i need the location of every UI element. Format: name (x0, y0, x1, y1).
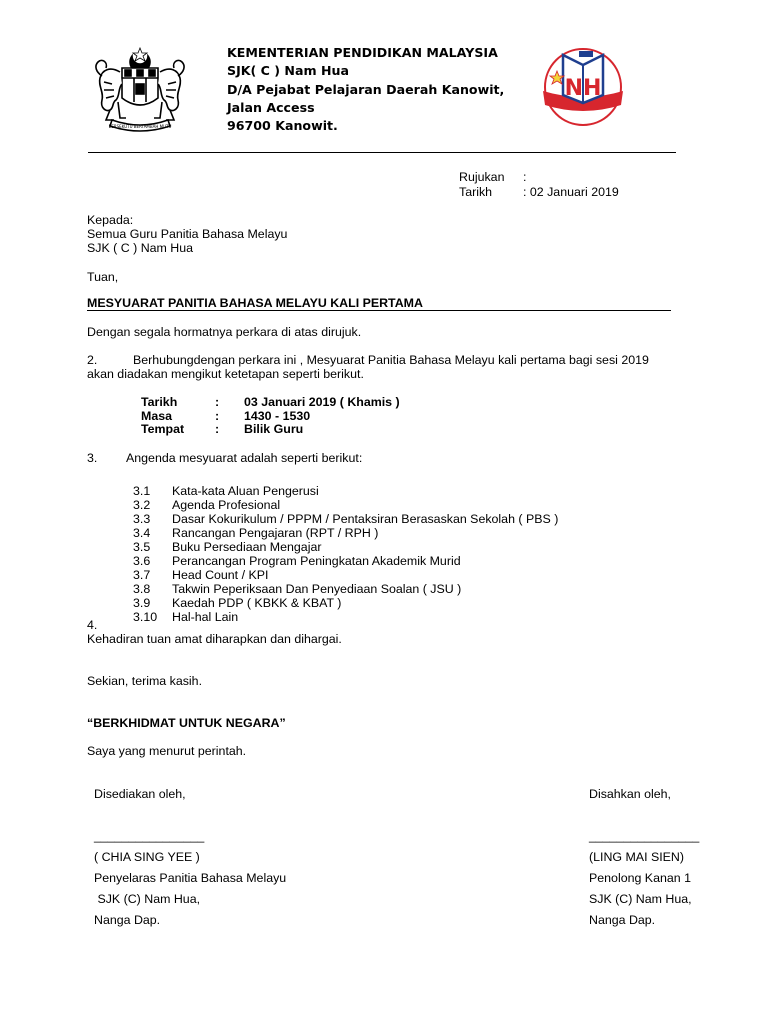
meeting-sep: : (215, 409, 220, 423)
approved-by-name: (LING MAI SIEN) (589, 850, 685, 864)
recipient-label: Kepada: (87, 213, 134, 227)
agenda-text: Rancangan Pengajaran (RPT / RPH ) (172, 526, 379, 540)
subject-underline (87, 310, 671, 311)
agenda-text: Agenda Profesional (172, 498, 281, 512)
svg-text:BERSEKUTU BERTAMBAH MUTU: BERSEKUTU BERTAMBAH MUTU (108, 124, 172, 129)
agenda-text: Buku Persediaan Mengajar (172, 540, 322, 554)
prepared-by-title: Penyelaras Panitia Bahasa Melayu (94, 871, 287, 885)
prepared-by-signature-line: ________________ (94, 829, 205, 843)
coat-of-arms-logo (92, 46, 188, 134)
agenda-num: 3.4 (133, 526, 151, 540)
meeting-label: Tarikh (141, 395, 178, 409)
address-line-1: D/A Pejabat Pelajaran Daerah Kanowit, (227, 82, 505, 97)
agenda-text: Kata-kata Aluan Pengerusi (172, 484, 319, 498)
paragraph-2-line-1: Berhubungdengan perkara ini , Mesyuarat Panitia Bahasa Melayu kali pertama bagi sesi 2019 (133, 353, 649, 367)
header-divider (88, 152, 676, 153)
agenda-text: Head Count / KPI (172, 568, 269, 582)
subject-heading: MESYUARAT PANITIA BAHASA MELAYU KALI PERTAMA (87, 296, 423, 310)
approved-by-signature-line: ________________ (589, 829, 700, 843)
rujukan-value: : (523, 170, 527, 184)
agenda-num: 3.6 (133, 554, 151, 568)
meeting-value: 03 Januari 2019 ( Khamis ) (244, 395, 400, 409)
approved-by-org: SJK (C) Nam Hua, (589, 892, 692, 906)
tarikh-value: : 02 Januari 2019 (523, 185, 619, 199)
meeting-value: 1430 - 1530 (244, 409, 311, 423)
salutation: Tuan, (87, 270, 119, 284)
paragraph-2-number: 2. (87, 353, 98, 367)
agenda-num: 3.10 (133, 610, 158, 624)
tarikh-label: Tarikh (459, 185, 493, 199)
recipient-line-1: Semua Guru Panitia Bahasa Melayu (87, 227, 288, 241)
meeting-value: Bilik Guru (244, 422, 304, 436)
rujukan-label: Rujukan (459, 170, 505, 184)
agenda-num: 3.8 (133, 582, 151, 596)
meeting-label: Masa (141, 409, 172, 423)
obedient-text: Saya yang menurut perintah. (87, 744, 247, 758)
address-line-2: Jalan Access (227, 100, 315, 115)
meeting-sep: : (215, 422, 220, 436)
paragraph-3-text: Angenda mesyuarat adalah seperti berikut: (126, 451, 363, 465)
meeting-sep: : (215, 395, 220, 409)
prepared-by-label: Disediakan oleh, (94, 787, 186, 801)
agenda-text: Dasar Kokurikulum / PPPM / Pentaksiran Berasaskan Sekolah ( PBS ) (172, 512, 559, 526)
closing-text: Sekian, terima kasih. (87, 674, 203, 688)
agenda-text: Kaedah PDP ( KBKK & KBAT ) (172, 596, 342, 610)
agenda-num: 3.1 (133, 484, 151, 498)
prepared-by-org: SJK (C) Nam Hua, (94, 892, 201, 906)
agenda-text: Takwin Peperiksaan Dan Penyediaan Soalan ( JSU ) (172, 582, 462, 596)
approved-by-label: Disahkan oleh, (589, 787, 671, 801)
prepared-by-name: ( CHIA SING YEE ) (94, 850, 200, 864)
agenda-num: 3.7 (133, 568, 151, 582)
agenda-text: Perancangan Program Peningkatan Akademik Murid (172, 554, 461, 568)
school-logo (535, 45, 631, 129)
paragraph-4-text: Kehadiran tuan amat diharapkan dan dihargai. (87, 632, 342, 646)
motto: “BERKHIDMAT UNTUK NEGARA” (87, 716, 286, 730)
paragraph-2-line-2: akan diadakan mengikut ketetapan seperti berikut. (87, 367, 364, 381)
approved-by-place: Nanga Dap. (589, 913, 656, 927)
prepared-by-place: Nanga Dap. (94, 913, 161, 927)
school-logo-letters: NH (564, 76, 602, 101)
paragraph-1: Dengan segala hormatnya perkara di atas dirujuk. (87, 325, 362, 339)
paragraph-3-number: 3. (87, 451, 98, 465)
approved-by-title: Penolong Kanan 1 (589, 871, 691, 885)
agenda-num: 3.9 (133, 596, 151, 610)
address-line-3: 96700 Kanowit. (227, 118, 338, 133)
agenda-num: 3.2 (133, 498, 151, 512)
agenda-num: 3.3 (133, 512, 151, 526)
agenda-num: 3.5 (133, 540, 151, 554)
ministry-name: KEMENTERIAN PENDIDIKAN MALAYSIA (227, 45, 498, 60)
paragraph-4-number: 4. (87, 618, 98, 632)
school-name: SJK( C ) Nam Hua (227, 63, 349, 78)
meeting-label: Tempat (141, 422, 185, 436)
recipient-line-2: SJK ( C ) Nam Hua (87, 241, 194, 255)
agenda-text: Hal-hal Lain (172, 610, 239, 624)
